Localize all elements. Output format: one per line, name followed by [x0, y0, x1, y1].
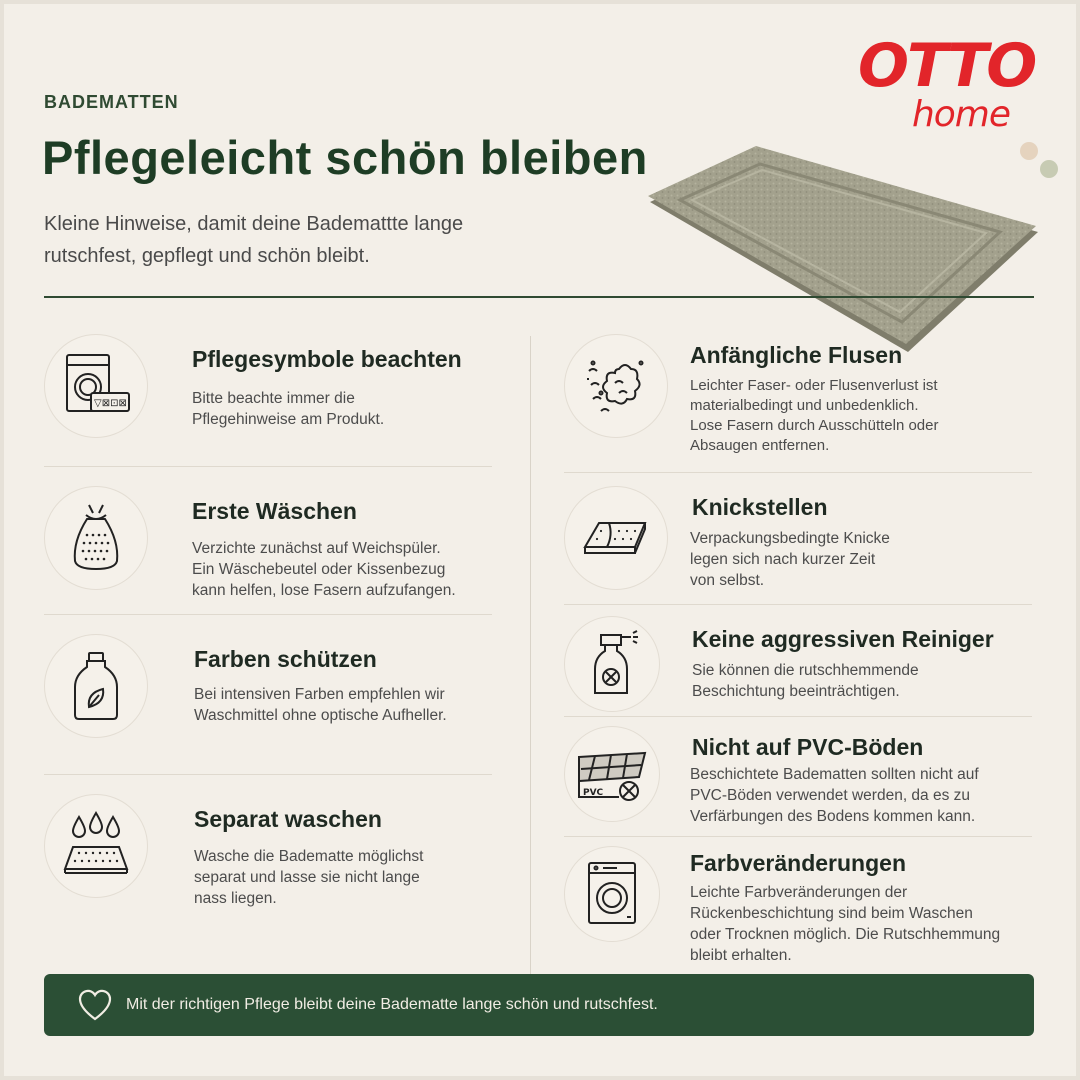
folded-mat-icon	[564, 486, 668, 590]
heart-icon	[76, 986, 114, 1024]
washing-machine-icon	[564, 846, 660, 942]
tip-line: Beschichtung beeinträchtigen.	[692, 683, 900, 700]
lint-fluff-icon	[564, 334, 668, 438]
tip-creases	[564, 486, 1034, 596]
tip-care-symbols	[44, 334, 494, 454]
tip-title: Anfängliche Flusen	[690, 342, 903, 368]
tip-line: separat und lasse sie nicht lange	[194, 869, 420, 886]
category-kicker: BADEMATTEN	[44, 92, 179, 112]
laundry-bag-icon	[44, 486, 148, 590]
tip-line: Bitte beachte immer die	[192, 390, 355, 407]
tip-line: Leichte Farbveränderungen der	[690, 884, 908, 901]
tip-description	[690, 764, 1030, 827]
footer-text: Mit der richtigen Pflege bleibt deine Badematte lange schön und rutschfest.	[126, 996, 658, 1013]
water-drops-mat-icon	[44, 794, 148, 898]
tip-description	[690, 376, 1020, 456]
intro-line-2: rutschfest, gepflegt und schön bleibt.	[44, 245, 370, 267]
tip-line: von selbst.	[690, 572, 765, 589]
tip-description	[690, 528, 1020, 591]
tip-description	[192, 388, 492, 430]
row-separator	[564, 836, 1032, 837]
row-separator	[44, 774, 492, 775]
tip-color-changes	[564, 846, 1034, 966]
tip-title: Farben schützen	[194, 646, 377, 672]
tip-line: legen sich nach kurzer Zeit	[690, 551, 876, 568]
row-separator	[44, 466, 492, 467]
tip-line: Ein Wäschebeutel oder Kissenbezug	[192, 561, 446, 578]
tip-title: Farbveränderungen	[690, 850, 906, 876]
tip-line: Beschichtete Badematten sollten nicht auf	[690, 766, 979, 783]
tip-title: Nicht auf PVC-Böden	[692, 734, 924, 760]
intro-text	[44, 208, 504, 272]
svg-text:▽⊠⊡⊠: ▽⊠⊡⊠	[94, 398, 127, 409]
tip-protect-colors	[44, 634, 494, 754]
tip-no-harsh-cleaners	[564, 616, 1034, 712]
brand-sub: home	[911, 94, 1011, 135]
pvc-label: PVC	[583, 788, 604, 798]
bath-mat-image	[640, 140, 1040, 360]
tip-line: PVC-Böden verwendet werden, da es zu	[690, 787, 971, 804]
column-divider	[530, 336, 531, 976]
tip-line: Pflegehinweise am Produkt.	[192, 411, 385, 428]
tip-description	[194, 684, 494, 726]
tip-line: Verpackungsbedingte Knicke	[690, 530, 890, 547]
tip-description	[692, 660, 1022, 702]
spray-bottle-no-icon	[564, 616, 660, 712]
row-separator	[564, 472, 1032, 473]
tip-line: Verzichte zunächst auf Weichspüler.	[192, 540, 441, 557]
tip-no-pvc-floors	[564, 726, 1034, 832]
tip-line: nass liegen.	[194, 890, 277, 907]
detergent-bottle-icon	[44, 634, 148, 738]
tip-line: Verfärbungen des Bodens kommen kann.	[690, 808, 976, 825]
tip-line: Absaugen entfernen.	[690, 437, 830, 454]
tip-line: Sie können die rutschhemmende	[692, 662, 919, 679]
row-separator	[564, 604, 1032, 605]
row-separator	[44, 614, 492, 615]
tip-description	[192, 538, 492, 601]
pvc-floor-no-icon	[564, 726, 660, 822]
tip-wash-separately	[44, 794, 494, 914]
tip-line: oder Trocknen möglich. Die Rutschhemmung	[690, 926, 1001, 943]
brand-name: OTTO	[858, 31, 1036, 101]
tip-line: Lose Fasern durch Ausschütteln oder	[690, 417, 939, 434]
tip-line: materialbedingt und unbedenklich.	[690, 397, 919, 414]
row-separator	[564, 716, 1032, 717]
tip-line: Waschmittel ohne optische Aufheller.	[194, 707, 447, 724]
tip-title: Erste Wäschen	[192, 498, 357, 524]
tip-title: Separat waschen	[194, 806, 382, 832]
decor-dot-sage	[1040, 160, 1058, 178]
footer-banner	[44, 974, 1034, 1036]
tip-initial-lint	[564, 334, 1034, 460]
brand-logo	[858, 31, 1036, 135]
tip-line: Wasche die Badematte möglichst	[194, 848, 424, 865]
tip-title: Keine aggressiven Reiniger	[692, 626, 994, 652]
tip-line: Bei intensiven Farben empfehlen wir	[194, 686, 445, 703]
tip-description	[194, 846, 494, 909]
tip-line: Rückenbeschichtung sind beim Waschen	[690, 905, 973, 922]
header-divider	[44, 296, 1034, 298]
tip-title: Knickstellen	[692, 494, 828, 520]
page-title: Pflegeleicht schön bleiben	[42, 131, 648, 184]
tip-title: Pflegesymbole beachten	[192, 346, 462, 372]
washing-machine-care-label-icon	[44, 334, 148, 438]
tip-description	[690, 882, 1030, 966]
tip-line: bleibt erhalten.	[690, 947, 792, 964]
tip-first-washes	[44, 486, 494, 606]
intro-line-1: Kleine Hinweise, damit deine Bademattte lange	[44, 213, 464, 235]
tip-line: Leichter Faser- oder Flusenverlust ist	[690, 377, 938, 394]
tip-line: kann helfen, lose Fasern aufzufangen.	[192, 582, 456, 599]
